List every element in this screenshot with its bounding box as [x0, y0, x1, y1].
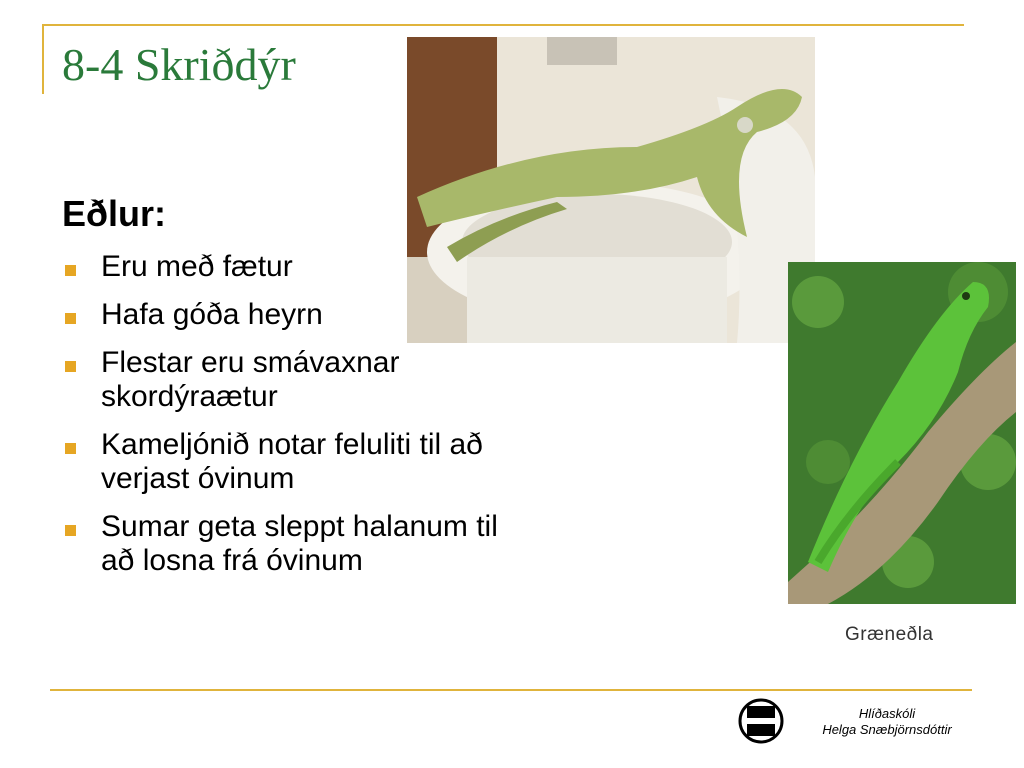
footer — [800, 706, 974, 738]
list-item — [62, 510, 502, 578]
bullet-square-icon — [65, 525, 76, 536]
bullet-text: Kameljónið notar feluliti til að verjast óvinum — [101, 428, 483, 495]
top-divider — [42, 24, 964, 26]
image-caption: Græneðla — [845, 624, 934, 645]
iguana-on-toilet-photo — [407, 37, 815, 343]
bullet-square-icon — [65, 443, 76, 454]
left-divider — [42, 24, 44, 94]
bullet-text: Flestar eru smávaxnar skordýraætur — [101, 346, 400, 413]
bullet-text: Sumar geta sleppt halanum til að losna frá óvinum — [101, 510, 498, 577]
list-item — [62, 428, 502, 496]
footer-school: Hlíðaskóli — [858, 706, 916, 721]
bottom-divider — [50, 689, 972, 691]
bullet-square-icon — [65, 313, 76, 324]
bullet-text: Hafa góða heyrn — [101, 298, 323, 331]
school-logo-icon — [738, 698, 784, 744]
list-item — [62, 346, 502, 414]
slide-title: 8-4 Skriðdýr — [62, 39, 296, 90]
bullet-square-icon — [65, 265, 76, 276]
green-iguana-photo — [788, 262, 1016, 604]
bullet-square-icon — [65, 361, 76, 372]
footer-author: Helga Snæbjörnsdóttir — [822, 722, 952, 737]
bullet-text: Eru með fætur — [101, 250, 293, 283]
section-heading: Eðlur: — [62, 193, 166, 234]
